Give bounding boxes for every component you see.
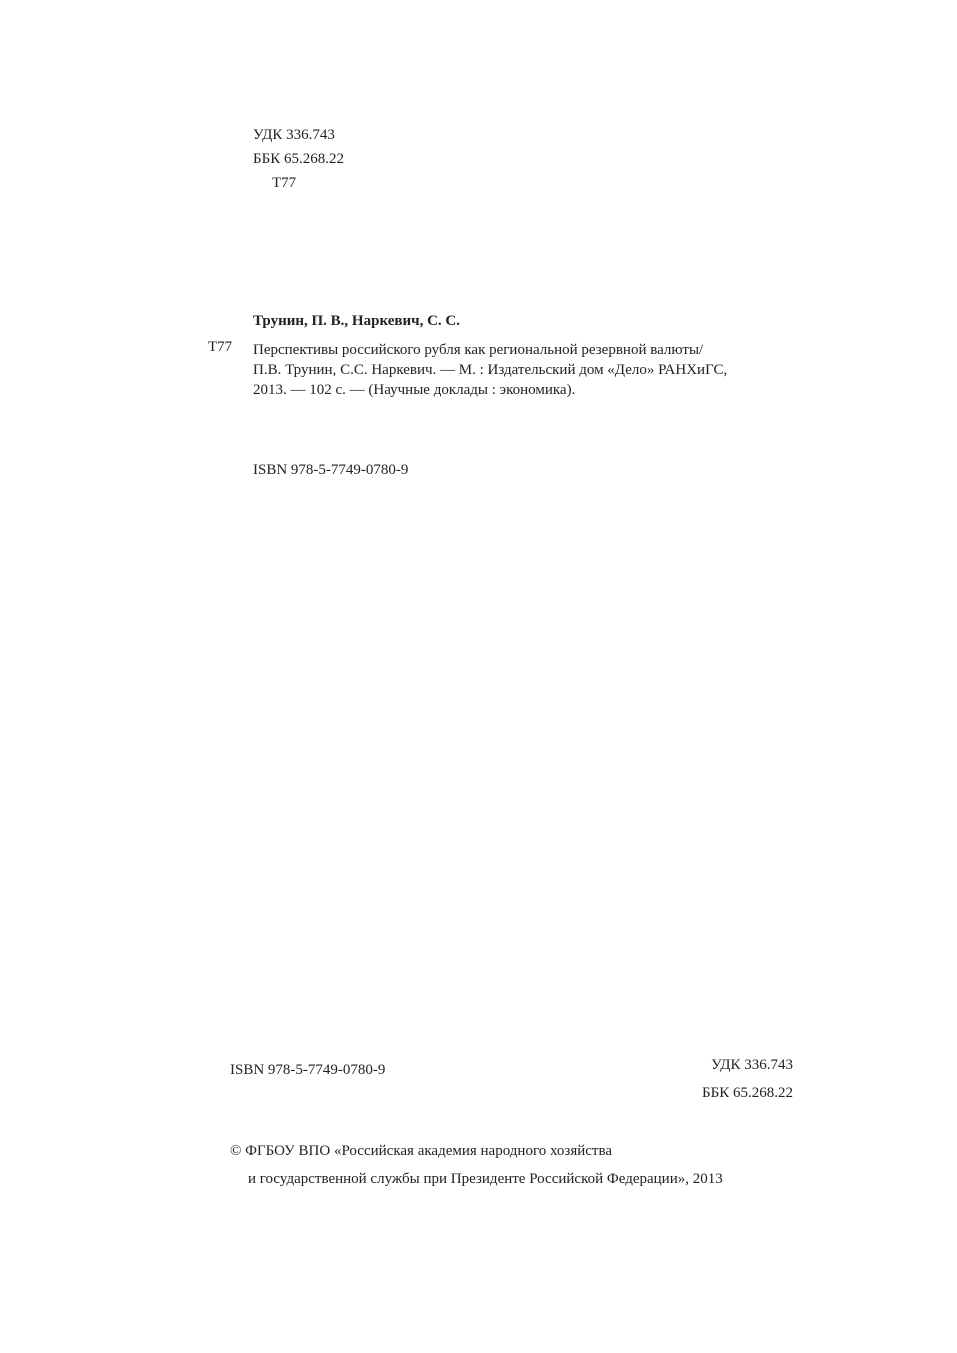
footer-isbn: ISBN 978-5-7749-0780-9 — [230, 1062, 386, 1078]
udk-code-top: УДК 336.743 — [253, 127, 335, 143]
author-mark-top: Т77 — [272, 175, 297, 191]
copyright-line-1: © ФГБОУ ВПО «Российская академия народного хозяйства — [230, 1143, 613, 1159]
copyright-line-2: и государственной службы при Президенте Российской Федерации», 2013 — [248, 1171, 723, 1187]
record-isbn: ISBN 978-5-7749-0780-9 — [253, 462, 409, 478]
record-margin-mark: Т77 — [208, 339, 233, 355]
footer-bbk: ББК 65.268.22 — [702, 1085, 793, 1101]
bbk-code-top: ББК 65.268.22 — [253, 151, 344, 167]
footer-udk: УДК 336.743 — [711, 1057, 793, 1073]
record-description-line-3: 2013. — 102 с. — (Научные доклады : экономика). — [253, 382, 576, 398]
record-description-line-2: П.В. Трунин, С.С. Наркевич. — М. : Издательский дом «Дело» РАНХиГС, — [253, 362, 728, 378]
record-description-line-1: Перспективы российского рубля как региональной резервной валюты/ — [253, 342, 704, 358]
record-authors: Трунин, П. В., Наркевич, С. С. — [253, 313, 460, 329]
